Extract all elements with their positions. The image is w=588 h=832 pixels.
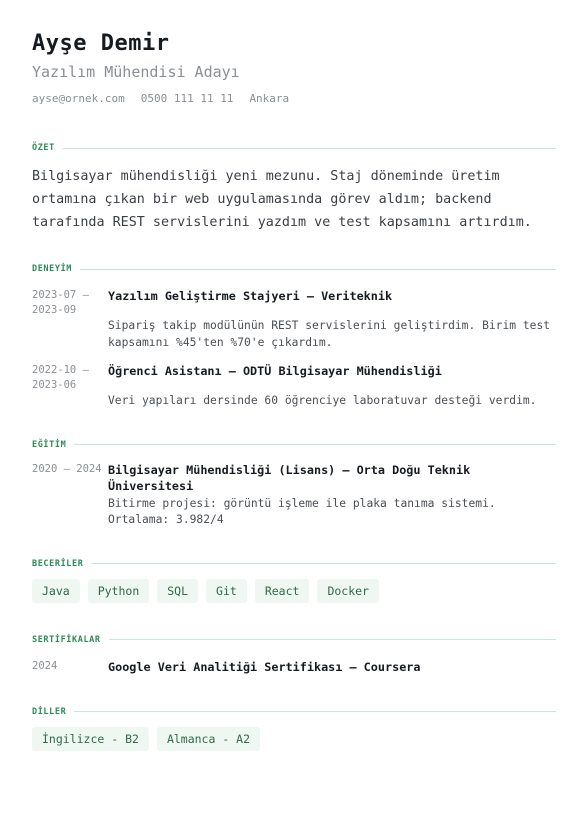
section-divider: [91, 563, 556, 564]
language-tag: İngilizce - B2: [32, 727, 149, 751]
skill-tag: Docker: [317, 579, 379, 603]
skill-tag: React: [255, 579, 310, 603]
section-label: DENEYİM: [32, 264, 73, 274]
languages-tag-list: [32, 727, 556, 751]
skills-section-heading: [32, 559, 556, 569]
entry-date: 2023-07 – 2023-09: [32, 289, 89, 316]
contact-email[interactable]: ayse@ornek.com: [32, 92, 125, 105]
entry-date: 2024: [32, 659, 58, 672]
skills-tag-list: [32, 579, 556, 603]
section-divider: [80, 269, 556, 270]
entry-description: Bitirme projesi: görüntü işleme ile plaka tanıma sistemi. Ortalama: 3.982/4: [108, 496, 496, 526]
skill-tag: Git: [206, 579, 247, 603]
section-label: SERTİFİKALAR: [32, 634, 101, 645]
candidate-name: Ayşe Demir: [32, 31, 170, 56]
entry-date: 2022-10 – 2023-06: [32, 364, 89, 391]
section-divider: [109, 639, 556, 640]
contact-phone: 0500 111 11 11: [140, 92, 234, 105]
skill-tag: Java: [32, 579, 80, 603]
language-tag: Almanca - A2: [157, 727, 260, 751]
entry-role: Öğrenci Asistanı — ODTÜ Bilgisayar Mühendisliği: [108, 364, 442, 378]
section-divider: [74, 444, 556, 445]
contact-city: Ankara: [249, 92, 290, 105]
experience-entry: [32, 363, 556, 410]
section-label: ÖZET: [32, 143, 55, 153]
skill-tag: SQL: [157, 579, 198, 603]
education-entry: [32, 462, 556, 529]
section-label: DİLLER: [32, 706, 67, 717]
education-section-heading: [32, 440, 556, 450]
entry-role: Yazılım Geliştirme Stajyeri — Veriteknik: [108, 289, 393, 303]
entry-description: Veri yapıları dersinde 60 öğrenciye laboratuvar desteği verdim.: [108, 394, 537, 407]
section-label: BECERİLER: [32, 558, 84, 569]
certificate-title: Google Veri Analitiği Sertifikası — Coursera: [108, 659, 421, 674]
entry-role: Bilgisayar Mühendisliği (Lisans) — Orta Doğu Teknik Üniversitesi: [108, 462, 471, 493]
summary-text: Bilgisayar mühendisliği yeni mezunu. Staj döneminde üretim ortamına çıkan bir web uygulamasında görev aldım; backend tarafında REST servislerini yazdım ve test kapsamını artırdım.: [32, 169, 532, 230]
entry-description: Sipariş takip modülünün REST servislerini geliştirdim. Birim test kapsamını %45'ten %70'e çıkardım.: [108, 319, 551, 349]
contact-line: [32, 92, 556, 106]
entry-date: 2020 – 2024: [32, 462, 102, 475]
resume-header: [32, 30, 556, 106]
section-divider: [74, 711, 556, 712]
section-label: EĞİTİM: [32, 439, 67, 450]
candidate-title: Yazılım Mühendisi Adayı: [32, 63, 240, 81]
experience-entry: [32, 288, 556, 351]
summary-section-heading: [32, 143, 556, 153]
section-divider: [63, 148, 556, 149]
skill-tag: Python: [88, 579, 150, 603]
certificates-section-heading: [32, 635, 556, 645]
languages-section-heading: [32, 707, 556, 717]
certificate-entry: [32, 659, 556, 675]
experience-section-heading: [32, 264, 556, 274]
